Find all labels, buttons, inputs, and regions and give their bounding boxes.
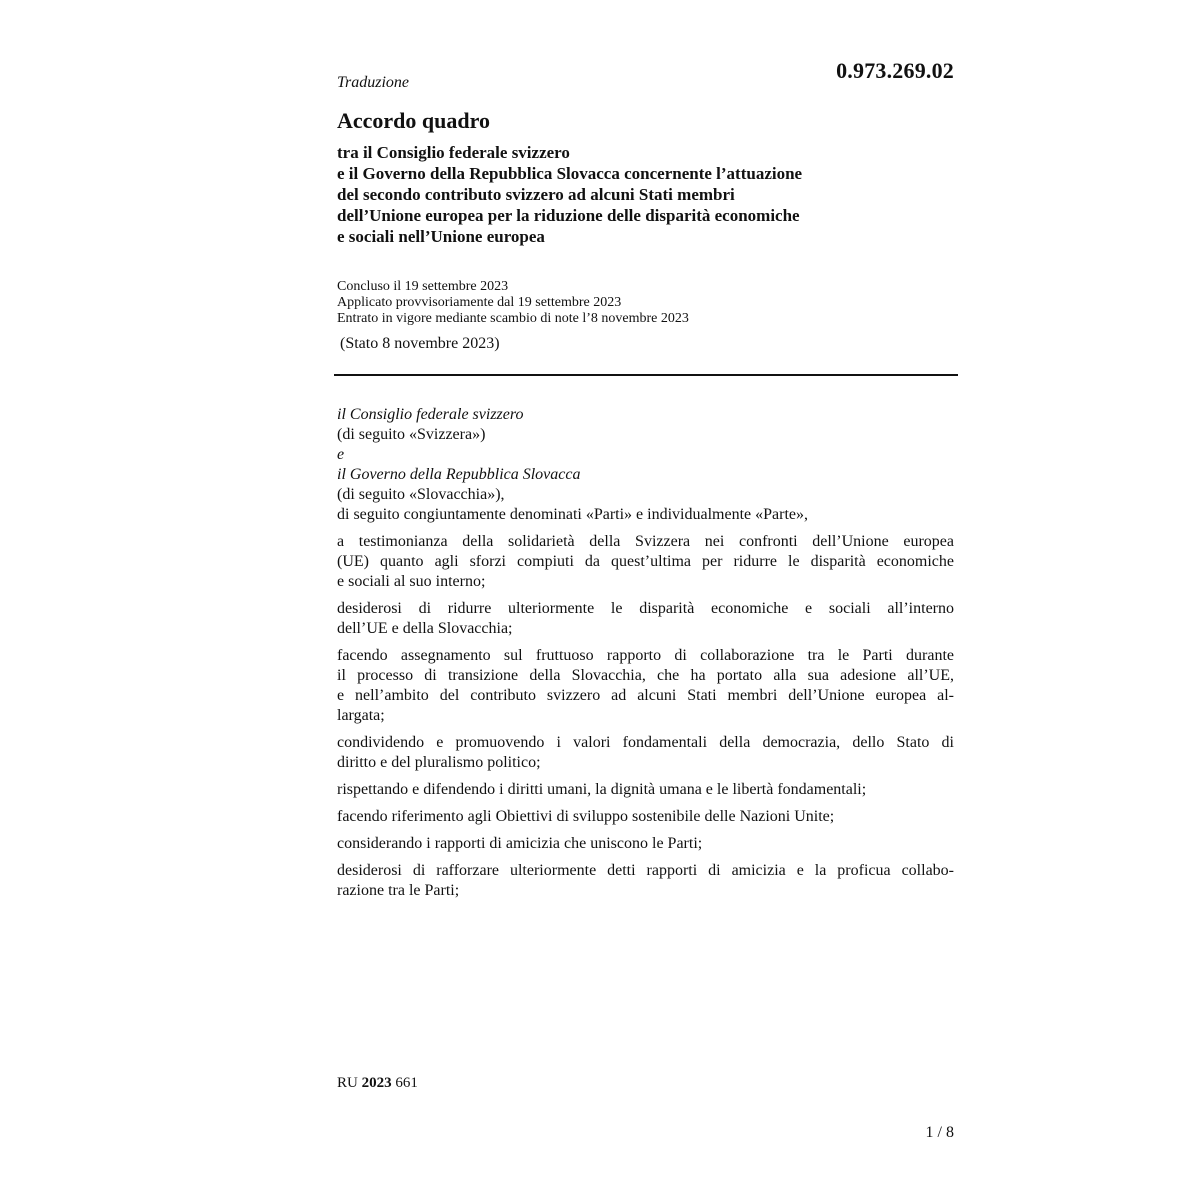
paragraph-line: considerando i rapporti di amicizia che uniscono le Parti; [337,835,703,852]
page-indicator: 1 / 8 [925,1124,954,1141]
sr-number: 0.973.269.02 [836,58,954,83]
preamble-paragraph [337,733,954,773]
status-date: (Stato 8 novembre 2023) [340,335,500,352]
paragraph-line: (UE) quanto agli sforzi compiuti da quest’ultima per ridurre le disparità economiche [337,553,954,570]
document-subtitle [337,142,937,247]
concluded-date: Concluso il 19 settembre 2023 [337,279,509,294]
ru-year: 2023 [361,1075,392,1091]
paragraph-line: desiderosi di ridurre ulteriormente le disparità economiche e sociali all’interno [337,600,954,617]
preamble-paragraph [337,646,954,726]
provisional-application-date: Applicato provvisoriamente dal 19 settembre 2023 [337,295,622,310]
header-divider [334,374,958,376]
preamble [337,405,954,901]
subtitle-line: e sociali nell’Unione europea [337,227,545,246]
official-compilation-reference [337,1075,418,1092]
paragraph-line: largata; [337,707,385,724]
subtitle-line: e il Governo della Repubblica Slovacca concernente l’attuazione [337,164,803,183]
paragraph-line: condividendo e promuovendo i valori fondamentali della democrazia, dello Stato di [337,734,954,751]
ru-prefix: RU [337,1075,358,1091]
party-2-alias: (di seguito «Slovacchia»), [337,486,505,503]
paragraph-line: desiderosi di rafforzare ulteriormente detti rapporti di amicizia e la proficua collabo- [337,862,954,879]
subtitle-line: tra il Consiglio federale svizzero [337,143,570,162]
conjunction: e [337,446,345,463]
preamble-paragraph [337,780,954,800]
preamble-paragraph [337,834,954,854]
paragraph-line: rispettando e difendendo i diritti umani, la dignità umana e le libertà fondamentali; [337,781,867,798]
party-1-name: il Consiglio federale svizzero [337,406,524,423]
preamble-paragraph [337,807,954,827]
subtitle-line: del secondo contributo svizzero ad alcuni Stati membri [337,185,735,204]
ru-page: 661 [395,1075,418,1091]
paragraph-line: razione tra le Parti; [337,882,460,899]
parties-definition: di seguito congiuntamente denominati «Parti» e individualmente «Parte», [337,506,809,523]
paragraph-line: dell’UE e della Slovacchia; [337,620,513,637]
preamble-paragraph [337,861,954,901]
document-title: Accordo quadro [337,108,490,133]
paragraph-line: diritto e del pluralismo politico; [337,754,541,771]
paragraph-line: a testimonianza della solidarietà della Svizzera nei confronti dell’Unione europea [337,533,954,550]
preamble-paragraph [337,599,954,639]
party-2-name: il Governo della Repubblica Slovacca [337,466,581,483]
paragraph-line: il processo di transizione della Slovacchia, che ha portato alla sua adesione all’UE, [337,667,954,684]
translation-label: Traduzione [337,74,410,91]
document-dates [337,279,689,327]
party-1-alias: (di seguito «Svizzera») [337,426,486,443]
paragraph-line: e sociali al suo interno; [337,573,486,590]
paragraph-line: e nell’ambito del contributo svizzero ad alcuni Stati membri dell’Unione europea al- [337,687,954,704]
paragraph-line: facendo assegnamento sul fruttuoso rapporto di collaborazione tra le Parti durante [337,647,954,664]
subtitle-line: dell’Unione europea per la riduzione delle disparità economiche [337,206,800,225]
entry-into-force-date: Entrato in vigore mediante scambio di note l’8 novembre 2023 [337,311,689,326]
preamble-paragraph [337,532,954,592]
paragraph-line: facendo riferimento agli Obiettivi di sviluppo sostenibile delle Nazioni Unite; [337,808,835,825]
